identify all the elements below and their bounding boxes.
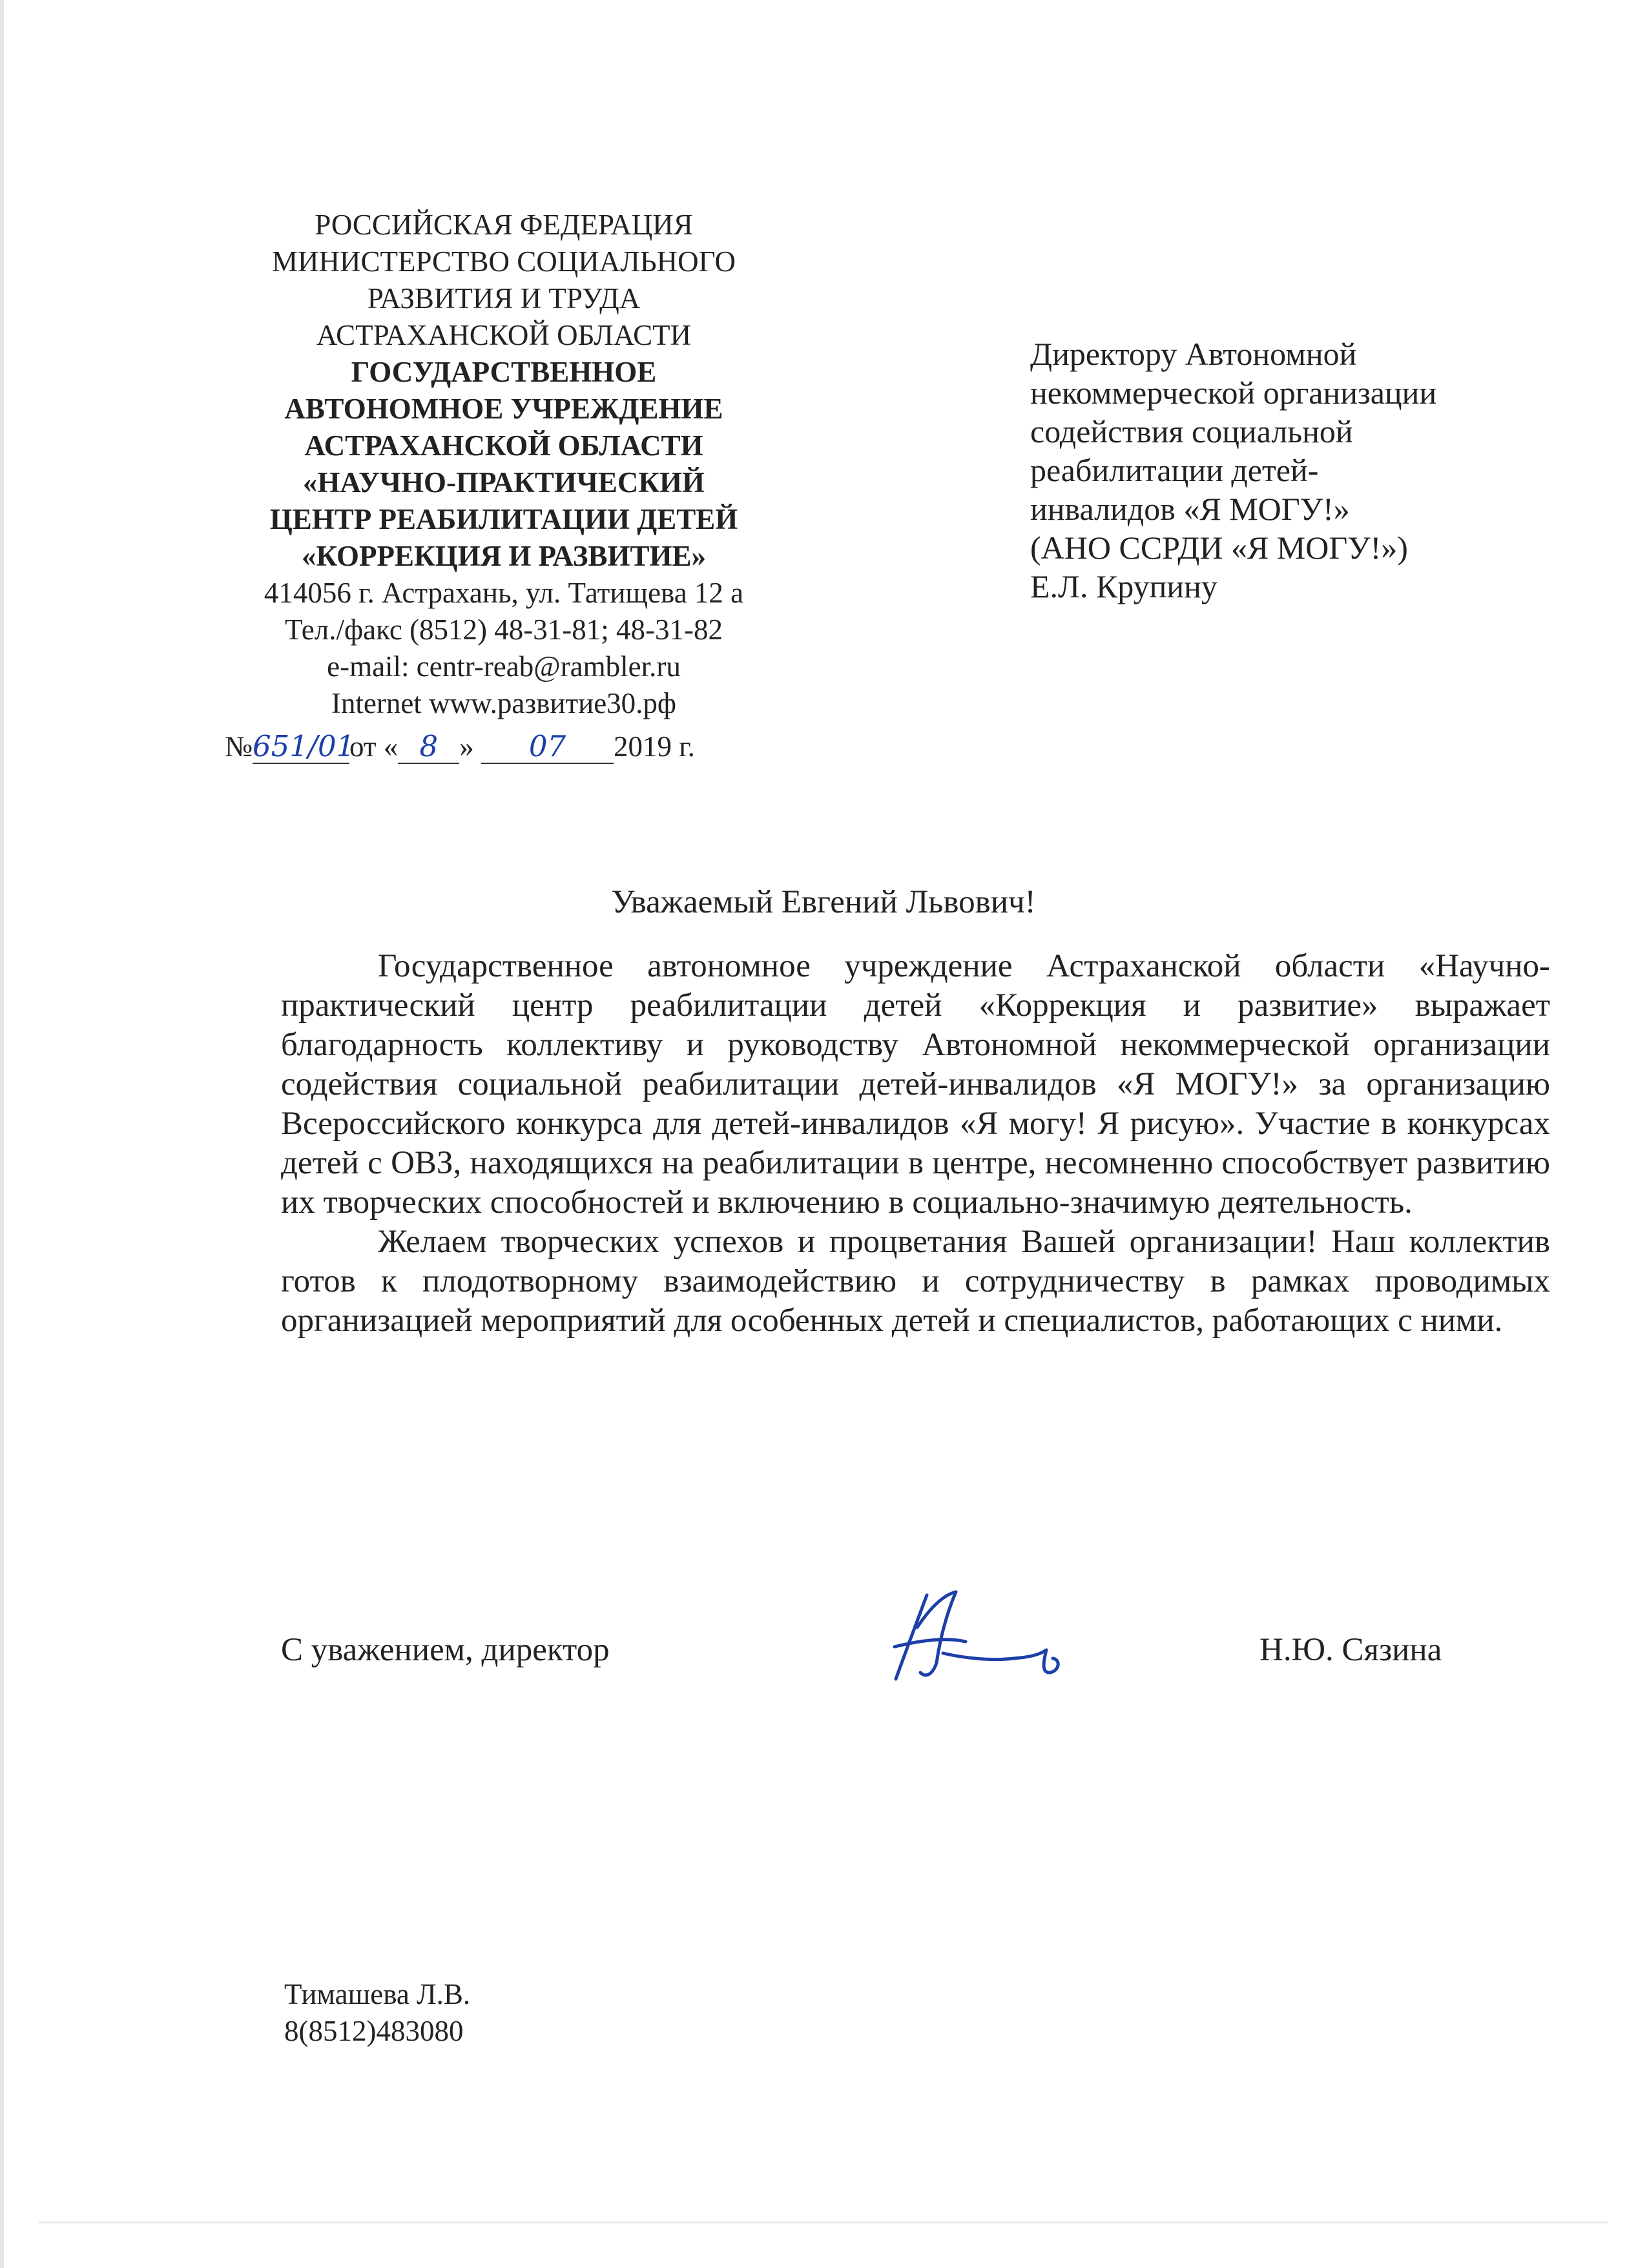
addressee-line-4: реабилитации детей-: [1030, 452, 1319, 488]
scan-edge-left: [0, 0, 4, 2268]
reference-number-date: [225, 728, 793, 765]
addressee-line-2: некоммерческой организации: [1030, 375, 1437, 411]
header-line-region: АСТРАХАНСКОЙ ОБЛАСТИ: [316, 319, 692, 351]
header-org-name-line-5: ЦЕНТР РЕАБИЛИТАЦИИ ДЕТЕЙ: [269, 503, 738, 535]
closing-phrase: С уважением, директор: [281, 1632, 610, 1668]
executor-contact: [284, 1976, 470, 2050]
header-line-country: РОССИЙСКАЯ ФЕДЕРАЦИЯ: [315, 209, 693, 241]
addressee-line-6: (АНО ССРДИ «Я МОГУ!»): [1030, 530, 1408, 566]
body-paragraph-1: Государственное автономное учреждение Астраханской области «Научно-практический центр реабилитации детей «Коррекция и развитие» выражает благодарность коллективу и руководству Автономной некоммерческой организации содействия социальной реабилитации детей-инвалидов «Я МОГУ!» за организацию Всероссийского конкурса для детей-инвалидов «Я могу! Я рисую». Участие в конкурсах детей с ОВЗ, находящихся на реабилитации в центре, несомненно способствует развитию их творческих способностей и включению в социально-значимую деятельность.: [281, 948, 1550, 1221]
header-org-name-line-2: АВТОНОМНОЕ УЧРЕЖДЕНИЕ: [284, 393, 723, 425]
salutation: Уважаемый Евгений Львович!: [611, 884, 1036, 920]
scan-edge-bottom: [39, 2222, 1608, 2223]
addressee-line-5: инвалидов «Я МОГУ!»: [1030, 491, 1350, 527]
header-org-name-line-6: «КОРРЕКЦИЯ И РАЗВИТИЕ»: [301, 540, 707, 572]
header-website: Internet www.развитие30.рф: [331, 687, 677, 719]
addressee-line-3: содействия социальной: [1030, 413, 1353, 449]
header-line-ministry: МИНИСТЕРСТВО СОЦИАЛЬНОГО: [271, 245, 736, 278]
header-phone: Тел./факс (8512) 48-31-81; 48-31-82: [285, 613, 723, 646]
addressee-block: [1030, 335, 1560, 606]
addressee-name: Е.Л. Крупину: [1030, 568, 1217, 604]
header-org-name-line-1: ГОСУДАРСТВЕННОЕ: [351, 356, 657, 388]
organization-letterhead: [213, 207, 794, 722]
ref-date-prefix: от «: [349, 730, 399, 763]
header-org-name-line-3: АСТРАХАНСКОЙ ОБЛАСТИ: [304, 429, 703, 462]
header-org-name-line-4: «НАУЧНО-ПРАКТИЧЕСКИЙ: [302, 466, 705, 499]
ref-month-handwritten: 07: [481, 730, 614, 764]
executor-name: Тимашева Л.В.: [284, 1978, 471, 2010]
executor-phone: 8(8512)483080: [284, 2015, 464, 2047]
ref-day-handwritten: 8: [398, 730, 459, 764]
header-line-ministry-cont: РАЗВИТИЯ И ТРУДА: [367, 282, 641, 314]
ref-day-suffix: »: [459, 730, 474, 763]
letter-body: [281, 947, 1550, 1341]
signature-image: [882, 1582, 1069, 1686]
ref-number-handwritten: 651/01: [252, 729, 355, 763]
director-name: Н.Ю. Сязина: [1259, 1632, 1442, 1668]
header-email: e-mail: centr-reab@rambler.ru: [327, 650, 681, 683]
body-paragraph-2: Желаем творческих успехов и процветания Вашей организации! Наш коллектив готов к плодотворному взаимодействию и сотрудничеству в рамках проводимых организацией мероприятий для особенных детей и специалистов, работающих с ними.: [281, 1224, 1550, 1339]
ref-number-prefix: №: [225, 730, 253, 763]
addressee-line-1: Директору Автономной: [1030, 336, 1357, 372]
header-address: 414056 г. Астрахань, ул. Татищева 12 а: [264, 577, 744, 609]
ref-year: 2019 г.: [614, 730, 695, 763]
